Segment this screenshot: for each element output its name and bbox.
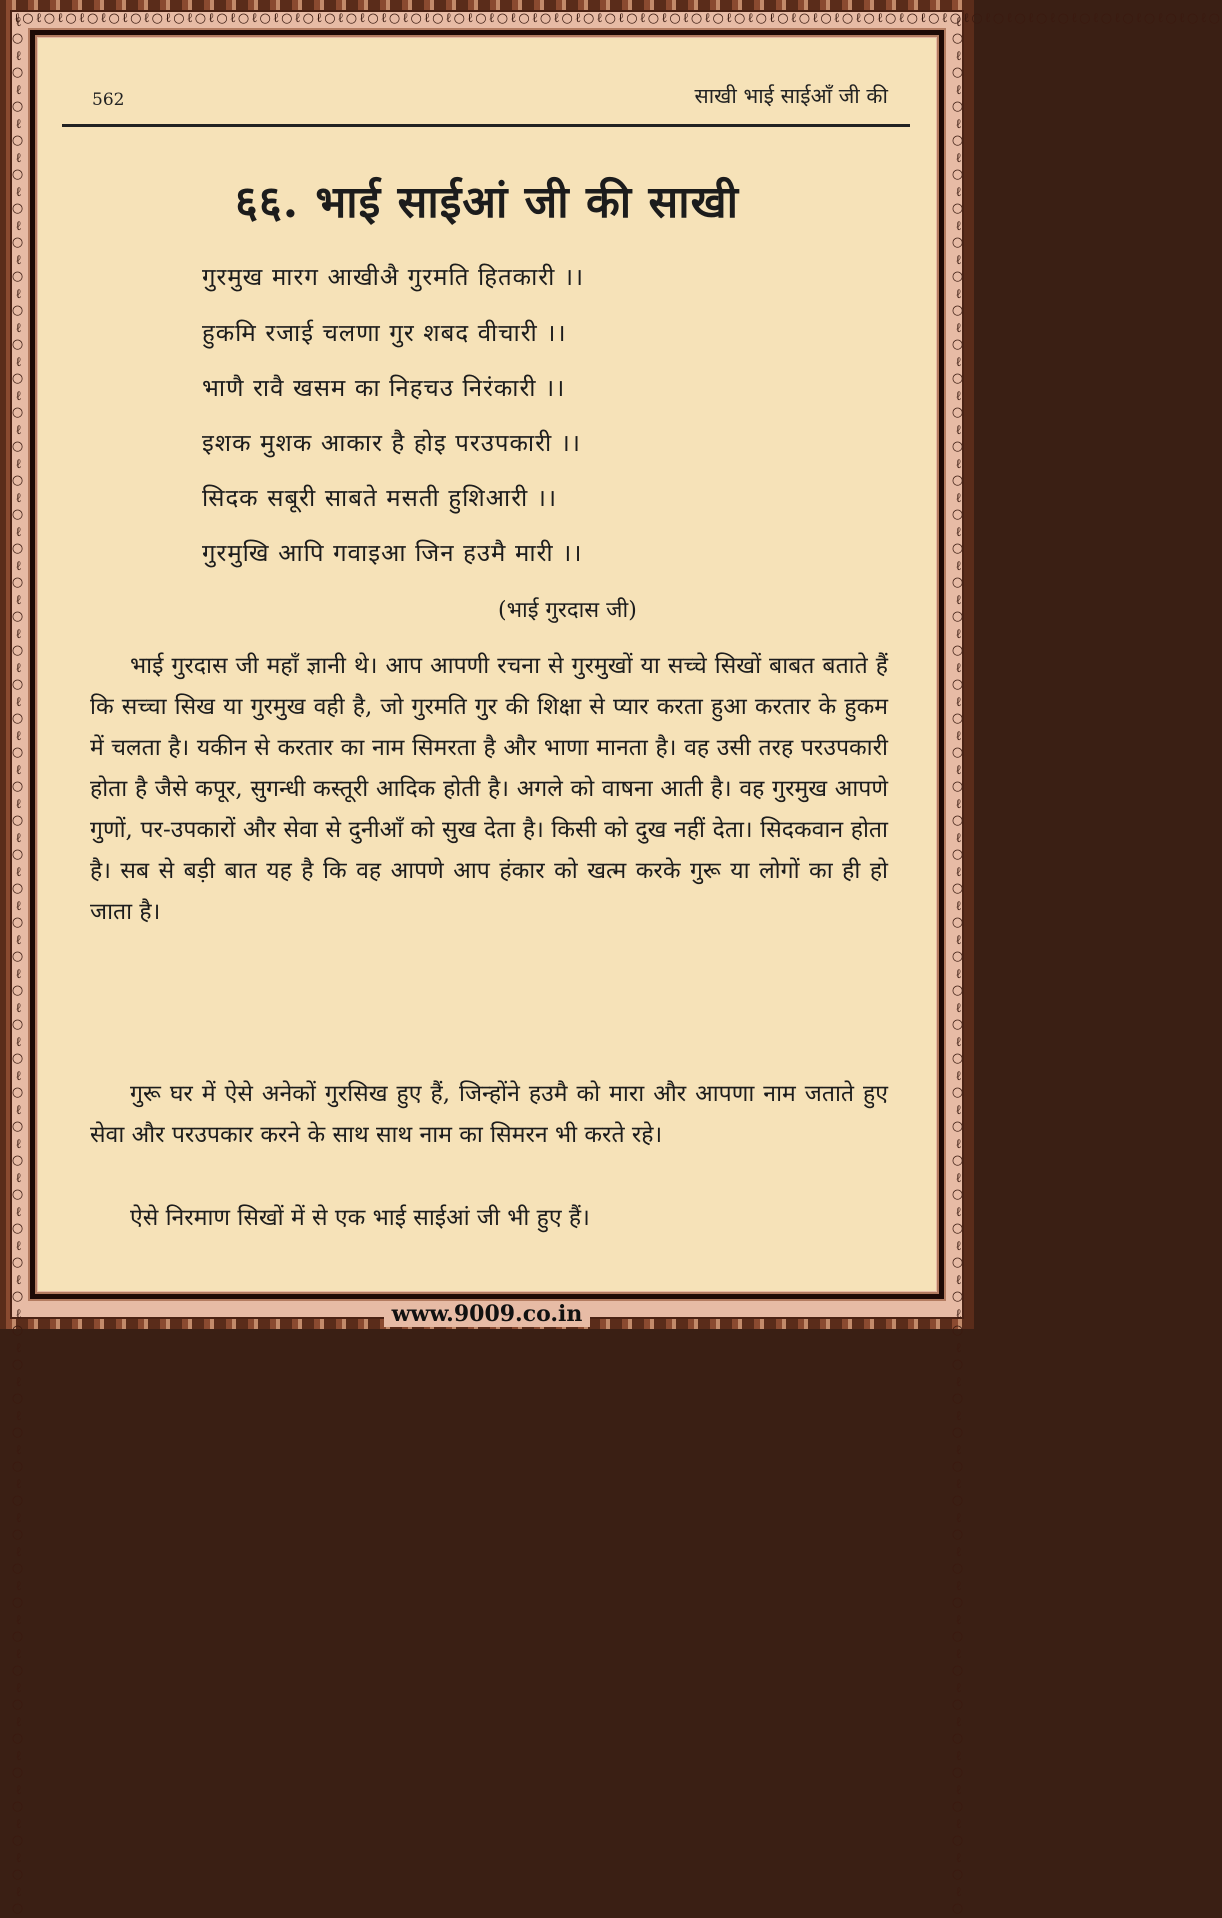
website-footer	[0, 1299, 974, 1329]
verse-attribution: (भाई गुरदास जी)	[498, 598, 637, 623]
body-paragraph: भाई गुरदास जी महाँ ज्ञानी थे। आप आपणी रचना से गुरमुखों या सच्चे सिखों बाबत बताते हैं कि सच्चा सिख या गुरमुख वही है, जो गुरमति गुर की शिक्षा से प्यार करता हुआ करतार के हुकम में चलता है। यकीन से करतार का नाम सिमरता है और भाणा मानता है। वह उसी तरह परउपकारी होता है जैसे कपूर, सुगन्धी कस्तूरी आदिक होती है। अगले को वाषना आती है। वह गुरमुख आपणे गुणों, पर-उपकारों और सेवा से दुनीआँ को सुख देता है। किसी को दुख नहीं देता। सिदकवान होता है। सब से बड़ी बात यह है कि वह आपणे आप हंकार को खत्म करके गुरू या लोगों का ही हो जाता है।	[90, 653, 888, 925]
page-title: ६६. भाई साईआं जी की साखी	[234, 177, 740, 228]
chain-border-right: ℓ○ℓ○ℓ○ℓ○ℓ○ℓ○ℓ○ℓ○ℓ○ℓ○ℓ○ℓ○ℓ○ℓ○ℓ○ℓ○ℓ○ℓ○ℓ○ℓ○ℓ○ℓ○ℓ○ℓ○ℓ○ℓ○ℓ○ℓ○ℓ○ℓ○ℓ○ℓ○ℓ○ℓ○ℓ○ℓ○ℓ○ℓ○ℓ○ℓ○ℓ○ℓ○ℓ○ℓ○ℓ○ℓ○ℓ○ℓ○ℓ○ℓ○ℓ○ℓ○ℓ○ℓ○ℓ○ℓ○	[950, 14, 965, 1918]
verse-line: गुरमुख मारग आखीअै गुरमति हितकारी ।।	[202, 263, 585, 291]
verse-line: भाणै रावै खसम का निहचउ निरंकारी ।।	[202, 374, 566, 402]
verse-line: इशक मुशक आकार है होइ परउपकारी ।।	[202, 429, 581, 457]
running-title: साखी भाई साईआँ जी की	[694, 84, 888, 108]
body-paragraph: गुरू घर में ऐसे अनेकों गुरसिख हुए हैं, जिन्होंने हउमै को मारा और आपणा नाम जताते हुए सेवा और परउपकार करने के साथ साथ नाम का सिमरन भी करते रहे।	[90, 1081, 888, 1148]
chain-border-left: ℓ○ℓ○ℓ○ℓ○ℓ○ℓ○ℓ○ℓ○ℓ○ℓ○ℓ○ℓ○ℓ○ℓ○ℓ○ℓ○ℓ○ℓ○ℓ○ℓ○ℓ○ℓ○ℓ○ℓ○ℓ○ℓ○ℓ○ℓ○ℓ○ℓ○ℓ○ℓ○ℓ○ℓ○ℓ○ℓ○ℓ○ℓ○ℓ○ℓ○ℓ○ℓ○ℓ○ℓ○ℓ○ℓ○ℓ○ℓ○ℓ○ℓ○ℓ○ℓ○ℓ○ℓ○ℓ○ℓ○	[10, 14, 25, 1918]
body-paragraph: ऐसे निरमाण सिखों में से एक भाई साईआं जी भी हुए हैं।	[130, 1205, 590, 1231]
verse-line: गुरमुखि आपि गवाइआ जिन हउमै मारी ।।	[202, 539, 583, 567]
verse-line: हुकमि रजाई चलणा गुर शबद वीचारी ।।	[202, 319, 567, 347]
verse-line: सिदक सबूरी साबते मसती हुशिआरी ।।	[202, 484, 558, 512]
chain-border-top: ℓ○ℓ○ℓ○ℓ○ℓ○ℓ○ℓ○ℓ○ℓ○ℓ○ℓ○ℓ○ℓ○ℓ○ℓ○ℓ○ℓ○ℓ○ℓ○ℓ○ℓ○ℓ○ℓ○ℓ○ℓ○ℓ○ℓ○ℓ○ℓ○ℓ○ℓ○ℓ○ℓ○ℓ○ℓ○ℓ○ℓ○ℓ○ℓ○ℓ○ℓ○ℓ○ℓ○ℓ○ℓ○ℓ○ℓ○ℓ○ℓ○ℓ○ℓ○ℓ○ℓ○ℓ○ℓ○ℓ○	[14, 11, 1222, 26]
page-header	[62, 78, 910, 127]
website-url: www.9009.co.in	[384, 1301, 591, 1327]
book-page	[38, 38, 936, 1291]
page-number: 562	[92, 90, 125, 110]
